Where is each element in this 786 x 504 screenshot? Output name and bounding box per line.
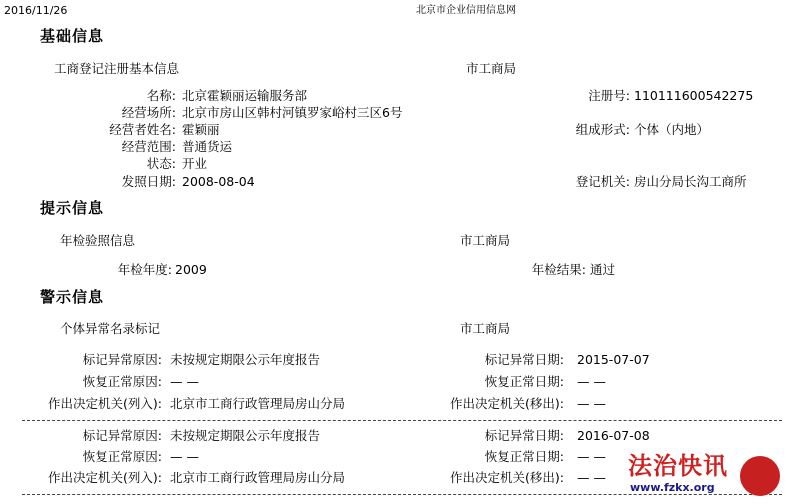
reg-label: 注册号: xyxy=(588,88,630,103)
scope-label: 经营范围: xyxy=(121,139,176,154)
record-removed-by-label: 作出决定机关(移出): xyxy=(450,470,564,485)
record-restore-value: — — xyxy=(170,374,199,389)
watermark-url: www.fzkx.org xyxy=(630,481,715,494)
record-listed-by-value: 北京市工商行政管理局房山分局 xyxy=(170,470,346,485)
record-restore-date-value: — — xyxy=(577,374,606,389)
section-title-basic: 基础信息 xyxy=(40,27,105,45)
section-title-notice: 提示信息 xyxy=(40,199,105,217)
record-removed-by-value: — — xyxy=(577,470,606,485)
warning-authority: 市工商局 xyxy=(460,321,511,336)
inspection-year-label: 年检年度: xyxy=(117,262,172,277)
record-reason-value: 未按规定期限公示年度报告 xyxy=(170,428,321,443)
record-removed-by-label: 作出决定机关(移出): xyxy=(450,396,564,411)
basic-subtitle: 工商登记注册基本信息 xyxy=(54,61,180,76)
record-reason-value: 未按规定期限公示年度报告 xyxy=(170,352,321,367)
operator-value: 霍颖丽 xyxy=(182,122,220,137)
record-listed-by-label: 作出决定机关(列入): xyxy=(48,396,162,411)
record-restore-value: — — xyxy=(170,449,199,464)
form-value: 个体（内地） xyxy=(634,122,710,137)
reg-authority-value: 房山分局长沟工商所 xyxy=(634,174,747,189)
site-title: 北京市企业信用信息网 xyxy=(416,5,516,16)
watermark-text: 法治快讯 xyxy=(628,452,728,480)
inspection-result-label: 年检结果: xyxy=(531,262,586,277)
seal-icon xyxy=(740,456,780,496)
notice-subtitle: 年检验照信息 xyxy=(60,233,136,248)
record-date-value: 2016-07-08 xyxy=(577,428,650,443)
record-date-label: 标记异常日期: xyxy=(484,428,564,443)
status-label: 状态: xyxy=(146,156,176,171)
record-reason-label: 标记异常原因: xyxy=(82,352,162,367)
record-date-label: 标记异常日期: xyxy=(484,352,564,367)
record-restore-label: 恢复正常原因: xyxy=(82,449,162,464)
reg-value: 110111600542275 xyxy=(634,88,754,103)
record-removed-by-value: — — xyxy=(577,396,606,411)
name-label: 名称: xyxy=(146,88,176,103)
reg-authority-label: 登记机关: xyxy=(575,174,630,189)
record-divider xyxy=(22,420,782,421)
issue-date-value: 2008-08-04 xyxy=(182,174,255,189)
name-value: 北京霍颖丽运输服务部 xyxy=(182,88,308,103)
issue-date-label: 发照日期: xyxy=(121,174,176,189)
record-restore-label: 恢复正常原因: xyxy=(82,374,162,389)
section-title-warning: 警示信息 xyxy=(40,288,105,306)
inspection-result-value: 通过 xyxy=(590,262,616,277)
status-value: 开业 xyxy=(182,156,208,171)
basic-authority: 市工商局 xyxy=(466,61,517,76)
record-listed-by-label: 作出决定机关(列入): xyxy=(48,470,162,485)
place-value: 北京市房山区韩村河镇罗家峪村三区6号 xyxy=(182,105,403,120)
place-label: 经营场所: xyxy=(121,105,176,120)
record-date-value: 2015-07-07 xyxy=(577,352,650,367)
record-restore-date-value: — — xyxy=(577,449,606,464)
watermark-logo xyxy=(628,454,780,500)
form-label: 组成形式: xyxy=(575,122,630,137)
record-reason-label: 标记异常原因: xyxy=(82,428,162,443)
notice-authority: 市工商局 xyxy=(460,233,511,248)
inspection-year-value: 2009 xyxy=(175,262,207,277)
record-listed-by-value: 北京市工商行政管理局房山分局 xyxy=(170,396,346,411)
operator-label: 经营者姓名: xyxy=(109,122,176,137)
record-restore-date-label: 恢复正常日期: xyxy=(484,374,564,389)
warning-subtitle: 个体异常名录标记 xyxy=(60,321,161,336)
record-restore-date-label: 恢复正常日期: xyxy=(484,449,564,464)
scope-value: 普通货运 xyxy=(182,139,233,154)
print-date: 2016/11/26 xyxy=(4,4,68,17)
